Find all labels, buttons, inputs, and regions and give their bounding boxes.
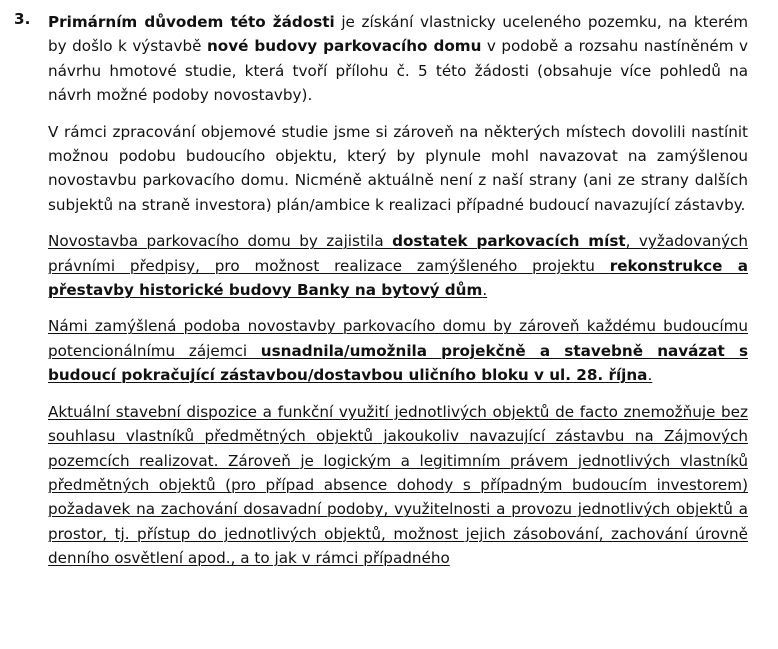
text-run: je získání vlastnicky uceleného pozemku, na kterém by došlo k výstavbě — [48, 13, 748, 56]
text-run: Novostavba parkovacího domu by zajistila — [48, 232, 393, 251]
item-number: 3. — [14, 10, 31, 28]
paragraph-current-layout — [48, 400, 748, 571]
paragraph-block-continuation — [48, 314, 748, 387]
bold-text-run: rekonstrukce a přestavby historické budovy Banky na bytový dům — [48, 256, 748, 300]
text-run: , vyžadovaných právními předpisy, pro možnost realizace zamýšleného projektu — [48, 232, 748, 275]
bold-text-run: dostatek parkovacích míst — [392, 232, 626, 251]
text-run: V rámci zpracování objemové studie jsme si zároveň na některých místech dovolili nastínit možnou podobu budoucího objektu, který by plynule mohl navazovat na zamýšlenou novostavbu parkovacího domu. Nicméně aktuálně není z naší strany (ani ze strany dalších subjektů na straně investora) plán/ambice k realizaci případné budoucí navazující zástavby. — [48, 122, 748, 214]
bold-text-run: usnadnila/umožnila projekčně a stavebně navázat s budoucí pokračující zástavbou/dostavbou uličního bloku v ul. 28. října — [48, 341, 748, 385]
bold-text-run: nové budovy parkovacího domu — [206, 37, 482, 56]
numbered-item — [14, 10, 748, 583]
item-content — [48, 10, 748, 571]
text-run: Aktuální stavební dispozice a funkční využití jednotlivých objektů de facto znemožňuje bez souhlasu vlastníků předmětných objektů jakoukoliv navazující zástavbu na Zájmových pozemcích realizovat. Zároveň je logickým a legitimním právem jednotlivých vlastníků předmětných objektů (pro případ absence dohody s případným budoucím investorem) požadavek na zachování dosavadní podoby, využitelnosti a provozu jednotlivých objektů a prostor, tj. přístup do jednotlivých objektů, možnost jejich zásobování, zachování úrovně denního osvětlení apod., a to jak v rámci případného — [48, 402, 748, 568]
text-run: v podobě a rozsahu nastíněném v návrhu hmotové studie, která tvoří přílohu č. 5 této žádosti (obsahuje více pohledů na návrh možné podoby novostavby). — [48, 37, 748, 105]
text-run: . — [647, 366, 653, 385]
paragraph-parking — [48, 229, 748, 302]
bold-text-run: Primárním důvodem této žádosti — [48, 13, 335, 31]
paragraph-study — [48, 120, 748, 218]
paragraph-purpose — [48, 10, 748, 108]
text-run: . — [482, 281, 488, 300]
text-run: Námi zamýšlená podoba novostavby parkovacího domu by zároveň každému budoucímu potencionálnímu zájemci — [48, 317, 748, 360]
